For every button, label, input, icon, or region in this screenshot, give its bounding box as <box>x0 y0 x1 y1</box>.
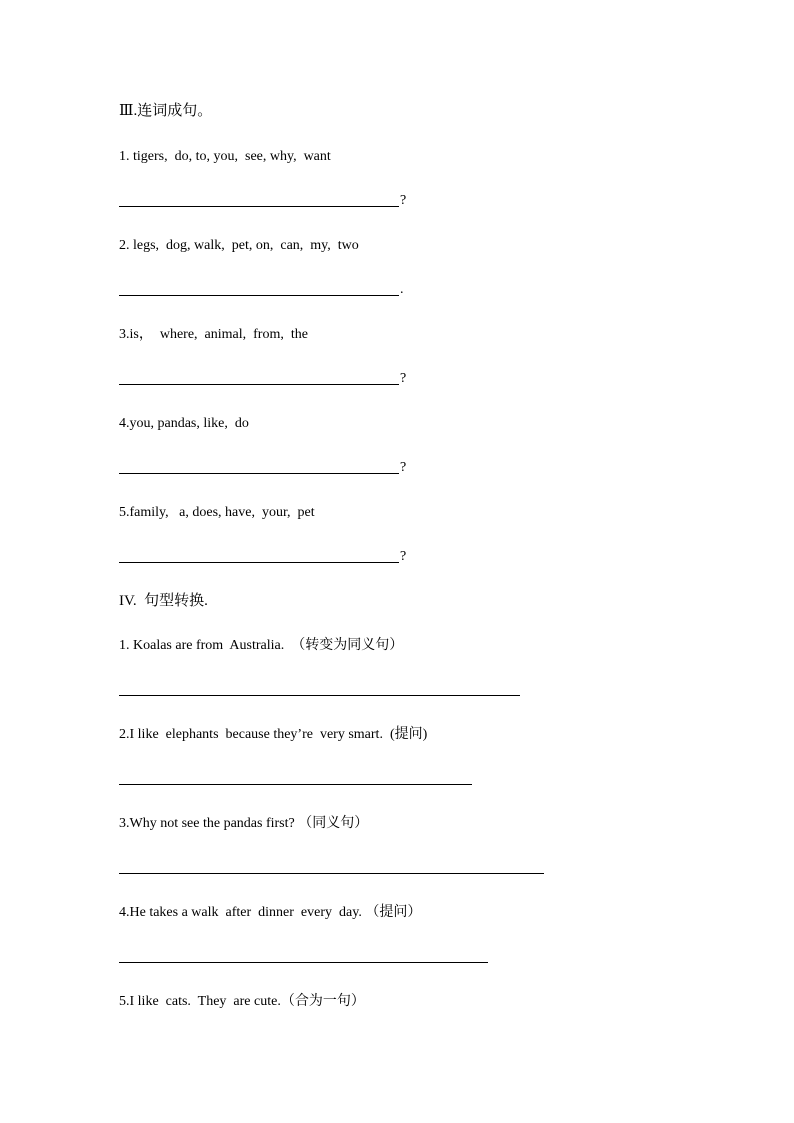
section-3-item-4-answer-blank[interactable] <box>119 458 419 478</box>
section-4-item-5-prompt: 5.I like cats. They are cute.（合为一句） <box>119 994 365 1009</box>
section-3-item-1-answer-blank[interactable] <box>119 191 419 211</box>
section-4-title: IV. 句型转换. <box>119 593 208 609</box>
section-3-item-2-prompt: 2. legs, dog, walk, pet, on, can, my, two <box>119 238 359 253</box>
question-mark: ? <box>400 193 407 208</box>
section-3-item-5-prompt: 5.family, a, does, have, your, pet <box>119 505 315 520</box>
section-3-item-3-prompt: 3.is， where, animal, from, the <box>119 327 308 342</box>
section-3-item-3-answer-blank[interactable] <box>119 369 419 389</box>
section-4-item-2-prompt: 2.I like elephants because they’re very smart. (提问) <box>119 727 428 742</box>
question-mark: ? <box>400 460 407 475</box>
section-3-item-4-prompt: 4.you, pandas, like, do <box>119 416 249 431</box>
section-3-item-2-answer-blank[interactable] <box>119 280 419 300</box>
section-4-item-1-answer-blank[interactable] <box>119 680 529 700</box>
section-4-item-1-prompt: 1. Koalas are from Australia. （转变为同义句） <box>119 638 404 653</box>
section-4-item-3-prompt: 3.Why not see the pandas first? （同义句） <box>119 816 369 831</box>
section-3-item-1-prompt: 1. tigers, do, to, you, see, why, want <box>119 149 331 164</box>
section-3-item-5-answer-blank[interactable] <box>119 547 419 567</box>
period-mark: . <box>400 282 404 297</box>
question-mark: ? <box>400 371 407 386</box>
section-3-title: Ⅲ.连词成句。 <box>119 103 213 119</box>
section-4-item-4-prompt: 4.He takes a walk after dinner every day. （提问） <box>119 905 422 920</box>
section-4-item-3-answer-blank[interactable] <box>119 858 549 878</box>
question-mark: ? <box>400 549 407 564</box>
section-4-item-2-answer-blank[interactable] <box>119 769 479 789</box>
section-4-item-4-answer-blank[interactable] <box>119 947 494 967</box>
